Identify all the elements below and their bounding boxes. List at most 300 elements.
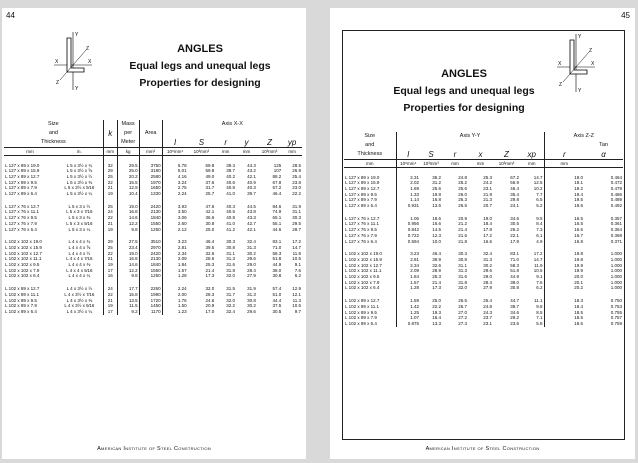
table-cell: 46.4: [510, 185, 519, 191]
table-cell: 31.8: [458, 279, 467, 285]
table-cell: 30.8: [510, 285, 519, 291]
header-r: r: [224, 138, 227, 147]
table-cell: 21: [103, 298, 117, 304]
table-cell: 31.3: [483, 256, 492, 262]
table-cell: 3.23: [162, 239, 187, 245]
table-cell: L 102 x 102 x 11.1: [5, 256, 42, 262]
table-cell: 1.76: [162, 298, 187, 304]
table-cell: 3.06: [162, 215, 187, 221]
table-cell: 31.6: [458, 274, 467, 280]
table-cell: L 5 x 3½ x 5⁄16: [64, 185, 95, 191]
table-cell: 1.84: [162, 262, 187, 268]
table-cell: L 127 x 76 x 7.9: [345, 232, 377, 238]
table-cell: 3180: [139, 168, 162, 174]
table-cell: 20.7: [483, 203, 492, 209]
table-cell: 0.364: [610, 227, 623, 233]
table-cell: 1.23: [162, 309, 187, 315]
table-cell: L 4 x 4 x ⅝: [68, 244, 91, 250]
table-cell: 25.3: [483, 174, 492, 180]
table-cell: 31.7: [205, 185, 215, 191]
table-cell: 2.09: [396, 268, 420, 274]
table-cell: 0.371: [610, 238, 623, 244]
table-cell: 23.1: [483, 320, 492, 326]
table-cell: 11.1: [534, 298, 543, 304]
table-cell: 43.2: [247, 168, 256, 174]
table-cell: 0.722: [396, 233, 420, 239]
table-cell: 17: [103, 309, 117, 315]
table-cell: 40.3: [226, 203, 236, 209]
table-cell: L 5 x 3 x ½: [68, 203, 91, 209]
table-cell: L 102 x 102 x 11.1: [345, 268, 382, 274]
table-cell: 29: [103, 168, 117, 174]
table-cell: 1550: [139, 221, 162, 227]
table-cell: 8.4: [536, 221, 543, 227]
unit-cell: mm: [520, 160, 544, 168]
table-cell: 1.57: [162, 268, 187, 274]
table-cell: 17.0: [205, 308, 215, 314]
table-cell: 0.594: [396, 239, 420, 245]
table-cell: 44.5: [247, 203, 256, 209]
table-cell: 2130: [139, 209, 162, 215]
table-cell: 67.2: [510, 174, 519, 180]
table-cell: L 4 x 3½ x ⅜: [66, 297, 93, 303]
page-subtitle-2: Properties for designing: [403, 102, 525, 114]
table-cell: 1.000: [610, 262, 623, 268]
table-cell: 32.6: [205, 250, 215, 256]
table-cell: 83.1: [510, 251, 519, 257]
table-cell: 31.2: [432, 180, 441, 186]
table-cell: 12.5: [533, 180, 543, 186]
header-axis-xx: Axis X-X: [162, 120, 302, 129]
table-cell: L 102 x 89 x 12.7: [5, 286, 40, 292]
header-I: I: [396, 150, 420, 160]
table-cell: 57.4: [272, 286, 282, 292]
table-cell: 21.4: [458, 227, 467, 233]
table-cell: 41.0: [226, 220, 236, 226]
table-cell: 0.750: [610, 298, 623, 304]
table-cell: 51.8: [272, 256, 282, 262]
table-cell: 2.12: [162, 227, 187, 233]
unit-cell: mm: [4, 148, 56, 156]
header-mass: Mass: [117, 120, 139, 129]
table-cell: 0.472: [610, 180, 623, 186]
table-cell: L 102 x 102 x 7.9: [5, 267, 40, 273]
table-cell: 40.8: [226, 185, 236, 191]
table-cell: 46.4: [432, 251, 441, 257]
table-cell: L 102 x 89 x 12.7: [345, 298, 380, 304]
header-Z: Z: [267, 138, 272, 147]
table-cell: 30.8: [272, 273, 282, 279]
table-cell: 14.5: [432, 227, 441, 233]
header-I: I: [162, 138, 187, 148]
table-cell: 35.4: [510, 191, 519, 197]
table-cell: 28.3: [205, 291, 215, 297]
table-cell: 12.9: [292, 286, 301, 292]
table-cell: 18.3: [544, 298, 584, 304]
table-cell: 20.2: [544, 285, 584, 291]
table-cell: 24: [103, 286, 117, 292]
table-cell: 41.0: [226, 191, 236, 197]
table-cell: L 102 x 102 x 9.5: [5, 262, 40, 268]
table-cell: 12.1: [292, 291, 301, 297]
table-cell: 21.4: [205, 267, 215, 273]
table-cell: 21.4: [432, 279, 441, 285]
properties-table-right: [344, 132, 623, 327]
table-cell: 15.8: [117, 292, 139, 298]
table-cell: 1.07: [396, 315, 420, 321]
table-cell: 6.2: [536, 285, 543, 291]
table-cell: 11.9: [292, 250, 301, 256]
table-cell: 23.8: [292, 179, 301, 185]
table-cell: 24.8: [483, 303, 492, 309]
table-cell: 5.78: [162, 163, 187, 169]
table-cell: 19.4: [544, 192, 584, 198]
table-cell: 30.3: [458, 251, 467, 257]
table-cell: L 127 x 76 x 11.1: [5, 209, 40, 215]
table-cell: 10.5: [292, 303, 301, 309]
page-subtitle: Equal legs and unequal legs: [129, 60, 271, 72]
table-cell: 36.6: [205, 215, 215, 221]
table-cell: 28.6: [205, 256, 215, 262]
table-cell: 31.5: [226, 286, 236, 292]
table-cell: L 5 x 3½ x ½: [66, 173, 93, 179]
table-cell: 19.0: [483, 215, 492, 221]
table-cell: 14.6: [117, 262, 139, 268]
table-cell: 1.000: [610, 279, 623, 285]
unit-cell: kg: [117, 148, 139, 156]
table-row: [4, 309, 302, 315]
table-cell: 19.9: [544, 268, 584, 274]
table-cell: L 4 x 4 x ⅜: [68, 262, 91, 268]
table-cell: 31.3: [247, 291, 256, 297]
header-and: and: [365, 142, 375, 148]
table-cell: 26.5: [458, 203, 467, 209]
table-cell: 23.6: [510, 320, 519, 326]
table-cell: L 127 x 76 x 7.9: [5, 220, 37, 226]
table-cell: 16.6: [432, 221, 441, 227]
table-cell: 26.3: [458, 197, 467, 203]
table-cell: 41.2: [226, 226, 236, 232]
table-cell: 31.3: [226, 256, 236, 262]
table-cell: 32.0: [226, 297, 236, 303]
table-cell: L 4 x 3½ x ½: [66, 286, 93, 292]
table-cell: 17.8: [483, 227, 492, 233]
table-cell: 24.2: [483, 180, 492, 186]
table-cell: 31.3: [247, 244, 256, 250]
table-cell: 42.1: [205, 209, 215, 215]
table-cell: L 127 x 89 x 19.0: [5, 162, 40, 168]
table-cell: 29.5: [292, 220, 301, 226]
table-cell: 24.1: [510, 203, 519, 209]
table-cell: 30.8: [205, 220, 215, 226]
table-cell: 22.2: [292, 191, 301, 197]
table-cell: 29.0: [247, 262, 256, 268]
header-alpha: α: [601, 150, 606, 159]
unit-cell: in.: [56, 148, 103, 156]
header-r: r: [453, 150, 457, 159]
svg-text:Y: Y: [578, 34, 582, 40]
table-cell: 40.8: [226, 215, 236, 221]
table-cell: L 102 x 102 x 9.5: [345, 274, 380, 280]
table-cell: 27.9: [247, 273, 256, 279]
table-cell: 21: [103, 256, 117, 262]
table-cell: L 5 x 3 x 5⁄16: [66, 220, 93, 226]
table-cell: 28.7: [292, 226, 301, 232]
table-cell: 17: [103, 268, 117, 274]
table-cell: L 127 x 89 x 6.4: [345, 203, 377, 209]
table-cell: 16.8: [117, 209, 139, 215]
unit-cell: mm: [215, 148, 236, 156]
table-cell: 1.000: [610, 251, 623, 257]
table-cell: 42.7: [247, 220, 256, 226]
title-block: [374, 66, 554, 117]
table-cell: 14.7: [533, 174, 543, 180]
table-cell: 57.2: [272, 185, 282, 191]
table-cell: 44.3: [247, 162, 256, 168]
angle-section-diagram: [555, 32, 597, 94]
table-cell: L 5 x 3½ x ¾: [66, 162, 93, 168]
table-cell: 12.3: [432, 232, 441, 238]
table-cell: 30.5: [272, 308, 282, 314]
table-cell: 2.24: [162, 286, 187, 292]
table-cell: L 5 x 3 x ⅜: [68, 215, 91, 221]
unit-cell: mm²: [139, 148, 162, 156]
table-cell: 7.6: [536, 279, 543, 285]
svg-text:Y: Y: [578, 88, 582, 94]
table-cell: 0.757: [610, 315, 623, 321]
table-cell: 7.7: [536, 191, 543, 197]
table-cell: 18.6: [432, 215, 441, 221]
table-cell: 2130: [139, 256, 162, 262]
header-S: S: [198, 138, 205, 147]
header-area: Area: [139, 129, 162, 138]
table-cell: 28.9: [432, 268, 441, 274]
table-cell: 44.7: [510, 298, 519, 304]
svg-text:Z: Z: [559, 82, 563, 88]
table-cell: 37.5: [272, 303, 282, 309]
angle-section-diagram: [52, 30, 94, 92]
table-cell: 1.28: [162, 273, 187, 279]
table-cell: 40.3: [247, 185, 256, 191]
header-k: k: [103, 129, 117, 138]
header-axis-zz: Axis Z-Z: [544, 132, 623, 141]
svg-text:Y: Y: [75, 32, 79, 38]
table-cell: 1.28: [396, 285, 420, 291]
table-cell: 9.7: [294, 308, 301, 314]
table-cell: 1170: [139, 309, 162, 315]
table-cell: 1330: [139, 191, 162, 197]
table-cell: 30.3: [292, 215, 301, 221]
table-cell: 58.3: [510, 262, 519, 268]
table-cell: 9.5: [536, 215, 543, 221]
table-cell: 1.000: [610, 285, 623, 291]
table-cell: 20.9: [205, 303, 215, 309]
table-cell: 26.2: [510, 227, 519, 233]
table-cell: L 127 x 89 x 19.0: [345, 174, 380, 180]
table-cell: 26.7: [458, 303, 467, 309]
table-cell: 1.59: [396, 298, 420, 304]
right-page: [330, 8, 635, 459]
table-cell: L 102 x 89 x 7.9: [5, 303, 37, 309]
table-cell: 13.3: [432, 320, 441, 326]
table-cell: L 4 x 4 x ¾: [68, 239, 91, 245]
table-cell: L 127 x 89 x 15.9: [345, 180, 380, 186]
table-cell: 16.7: [544, 233, 584, 239]
table-cell: 1990: [139, 292, 162, 298]
table-cell: 19: [103, 262, 117, 268]
svg-text:X: X: [55, 59, 59, 65]
table-cell: 27.0: [458, 309, 467, 315]
table-cell: 20.1: [544, 280, 584, 286]
table-cell: 0.956: [396, 221, 420, 227]
table-cell: 16.8: [432, 197, 441, 203]
table-cell: L 127 x 89 x 7.9: [5, 185, 37, 191]
table-cell: 22: [103, 251, 117, 257]
units-row: [344, 160, 623, 168]
page-number: 44: [6, 11, 15, 20]
table-cell: 20.0: [544, 274, 584, 280]
table-cell: 30.8: [247, 297, 256, 303]
table-cell: 21: [103, 221, 117, 227]
table-cell: 14.7: [533, 256, 543, 262]
table-cell: 32.2: [226, 303, 236, 309]
table-cell: 10.0: [432, 238, 441, 244]
table-cell: 56.9: [510, 180, 519, 186]
header-thickness: Thickness: [41, 139, 66, 145]
table-cell: 6.2: [294, 273, 301, 279]
table-cell: 1.50: [162, 303, 187, 309]
title-block: [110, 41, 290, 92]
table-cell: L 127 x 76 x 9.5: [345, 227, 377, 233]
table-cell: 12.9: [117, 185, 139, 191]
table-cell: L 127 x 89 x 15.9: [5, 168, 40, 174]
table-cell: 19: [103, 227, 117, 233]
table-cell: 26.0: [458, 191, 467, 197]
table-cell: 31.3: [458, 268, 467, 274]
table-cell: 24.6: [205, 297, 215, 303]
table-cell: 40.6: [226, 179, 236, 185]
table-cell: 0.361: [610, 221, 623, 227]
table-cell: 27.9: [483, 285, 492, 291]
table-cell: 30.8: [458, 256, 467, 262]
table-cell: L 5 x 3 x ¼: [68, 226, 91, 232]
header-yp: yp: [287, 138, 297, 147]
table-cell: 71.0: [510, 256, 519, 262]
table-cell: 49.0: [205, 173, 215, 179]
table-cell: 25.3: [205, 262, 215, 268]
table-cell: 38.0: [272, 267, 282, 273]
table-cell: 27.5: [117, 239, 139, 245]
table-cell: 1.06: [396, 216, 420, 222]
table-cell: 25.0: [117, 168, 139, 174]
table-cell: 9.8: [117, 273, 139, 279]
svg-text:Y: Y: [75, 86, 79, 92]
table-cell: 34.6: [510, 309, 519, 315]
table-cell: 24.3: [483, 309, 492, 315]
table-cell: L 5 x 3½ x ⅝: [66, 168, 93, 174]
table-cell: 17.3: [205, 273, 215, 279]
page-subtitle-2: Properties for designing: [139, 77, 261, 89]
unit-cell: mm: [442, 160, 468, 168]
table-cell: 3.93: [162, 204, 187, 210]
table-cell: 12.2: [117, 268, 139, 274]
table-cell: 25.4: [292, 173, 301, 179]
table-cell: 5.8: [536, 320, 543, 326]
table-cell: 30.2: [483, 262, 492, 268]
unit-cell: mm: [468, 160, 493, 168]
table-cell: L 127 x 89 x 12.7: [5, 173, 40, 179]
table-cell: 30.8: [226, 244, 236, 250]
table-cell: 1840: [139, 215, 162, 221]
table-cell: 26.5: [458, 298, 467, 304]
table-cell: 0.492: [610, 203, 623, 209]
table-cell: 20.2: [117, 174, 139, 180]
table-cell: 19.5: [544, 197, 584, 203]
table-cell: 32.4: [247, 239, 256, 245]
table-cell: L 102 x 102 x 6.4: [345, 285, 380, 291]
table-cell: 25.4: [483, 298, 492, 304]
unit-cell: 10⁶mm⁴: [396, 160, 420, 168]
table-cell: L 102 x 102 x 19.0: [345, 251, 382, 257]
properties-table-left: [4, 120, 302, 315]
units-row: [4, 148, 302, 156]
table-cell: 2.60: [162, 221, 187, 227]
table-cell: 25.3: [432, 274, 441, 280]
table-cell: 25: [103, 204, 117, 210]
page-title: ANGLES: [177, 43, 223, 55]
table-cell: 19.8: [544, 251, 584, 257]
table-cell: 10.2: [533, 185, 543, 191]
unit-cell: mm: [544, 160, 584, 168]
table-cell: 29: [103, 239, 117, 245]
table-cell: L 127 x 89 x 9.5: [345, 191, 377, 197]
table-cell: 74.9: [272, 209, 282, 215]
table-cell: 1.69: [396, 186, 420, 192]
table-cell: 42.1: [247, 173, 256, 179]
table-cell: L 5 x 3½ x ¼: [66, 191, 93, 197]
table-cell: 39.7: [510, 303, 519, 309]
header-and: and: [48, 130, 58, 136]
table-cell: 2970: [139, 245, 162, 251]
table-cell: L 102 x 102 x 12.7: [5, 250, 42, 256]
table-cell: 25: [103, 174, 117, 180]
page-title: ANGLES: [441, 68, 487, 80]
table-cell: L 102 x 89 x 9.5: [5, 297, 37, 303]
table-cell: L 102 x 89 x 7.9: [345, 315, 377, 321]
table-cell: 32.4: [226, 308, 236, 314]
table-cell: L 127 x 76 x 12.7: [345, 215, 380, 221]
table-cell: 37.6: [205, 179, 215, 185]
header-S: S: [428, 150, 434, 159]
page-footer: American Institute of Steel Construction: [425, 446, 540, 452]
table-cell: 24: [103, 209, 117, 215]
table-cell: 2.24: [162, 191, 187, 197]
table-cell: L 102 x 89 x 11.1: [345, 303, 380, 309]
table-cell: 21.8: [458, 238, 467, 244]
table-cell: L 102 x 102 x 6.4: [5, 273, 40, 279]
table-cell: 16: [103, 273, 117, 279]
table-cell: 39.7: [226, 168, 236, 174]
table-cell: 0.486: [610, 191, 623, 197]
table-cell: 7.1: [536, 315, 543, 321]
table-cell: 22: [103, 292, 117, 298]
table-cell: 39.3: [226, 162, 236, 168]
table-cell: 8.5: [536, 309, 543, 315]
table-cell: 18.4: [483, 221, 492, 227]
table-cell: 15.5: [117, 180, 139, 186]
table-cell: 11.5: [117, 303, 139, 309]
header-Z: Z: [504, 150, 509, 159]
